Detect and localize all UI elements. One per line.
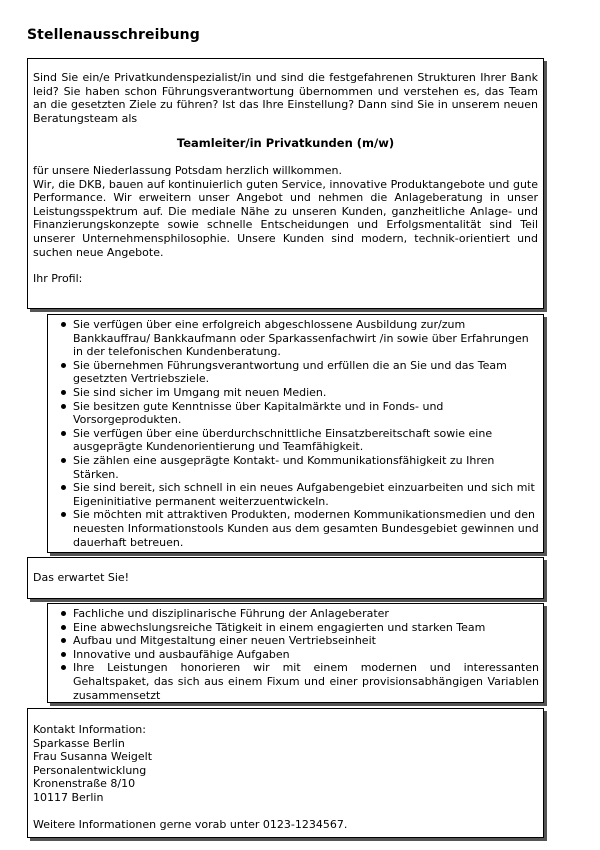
list-item: Sie sind sicher im Umgang mit neuen Medien.	[73, 386, 539, 400]
list-item: Fachliche und disziplinarische Führung der Anlageberater	[73, 607, 539, 621]
position-title: Teamleiter/in Privatkunden (m/w)	[176, 136, 395, 151]
expect-heading: Das erwartet Sie!	[33, 571, 130, 584]
list-item: Innovative und ausbaufähige Aufgaben	[73, 648, 539, 662]
contact-street: Kronenstraße 8/10	[33, 777, 136, 791]
offer-box	[47, 603, 544, 703]
list-item: Sie zählen eine ausgeprägte Kontakt- und Kommunikationsfähigkeit zu Ihren Stärken.	[73, 454, 539, 481]
contact-box	[27, 708, 544, 838]
list-item: Sie sind bereit, sich schnell in ein neues Aufgabengebiet einzuarbeiten und sich mit Eigeninitiative permanent weiterzuentwickeln.	[73, 481, 539, 508]
intro-paragraph: Sind Sie ein/e Privatkundenspezialist/in und sind die festgefahrenen Strukturen Ihrer Bank leid? Sie haben schon Führungsverantwortung übernommen und verstehen es, das Team an die gesetzten Ziele zu führen? Ist das Ihre Einstellung? Dann sind Sie in unserem neuen Beratungsteam als	[33, 71, 538, 125]
expect-box	[27, 557, 544, 599]
list-item: Eine abwechslungsreiche Tätigkeit in einem engagierten und starken Team	[73, 621, 539, 635]
spacer	[33, 805, 538, 819]
contact-heading: Kontakt Information:	[33, 723, 146, 736]
list-item: Sie verfügen über eine überdurchschnittliche Einsatzbereitschaft sowie eine ausgeprägte Kundenorientierung und Teamfähigkeit.	[73, 427, 539, 454]
spacer	[33, 259, 538, 272]
list-item: Sie verfügen über eine erfolgreich abgeschlossene Ausbildung zur/zum Bankkauffrau/ Bankkaufmann oder Sparkassenfachwirt /in sowie über Erfahrungen in der telefonischen Kundenberatung.	[73, 318, 539, 359]
contact-person: Frau Susanna Weigelt	[33, 750, 153, 764]
profile-list	[52, 318, 539, 549]
contact-department: Personalentwicklung	[33, 763, 147, 777]
page-title: Stellenausschreibung	[27, 27, 200, 43]
contact-footer: Weitere Informationen gerne vorab unter 0123-1234567.	[33, 818, 348, 832]
contact-organization: Sparkasse Berlin	[33, 736, 125, 750]
intro-box	[27, 58, 544, 309]
location-line: für unsere Niederlassung Potsdam herzlich willkommen.	[33, 163, 343, 177]
company-paragraph: Wir, die DKB, bauen auf kontinuierlich guten Service, innovative Produktangebote und gute Performance. Wir erweitern unser Angebot und nehmen die Anlageberatung in unser Leistungsspektrum auf. Die mediale Nähe zu unseren Kunden, ganzheitliche Anlage- und Finanzierungskonzepte sowie schnelle Entscheidungen und Erfolgsmentalität sind Teil unserer Unternehmensphilosophie. Unsere Kunden sind modern, technik-orientiert und suchen neue Angebote.	[33, 177, 538, 259]
list-item: Sie besitzen gute Kenntnisse über Kapitalmärkte und in Fonds- und Vorsorgeprodukten.	[73, 400, 539, 427]
profile-box	[47, 314, 544, 553]
contact-city: 10117 Berlin	[33, 790, 104, 804]
profile-heading: Ihr Profil:	[33, 272, 83, 286]
offer-list	[52, 607, 539, 702]
list-item: Sie möchten mit attraktiven Produkten, modernen Kommunikationsmedien und den neuesten Informationstools Kunden aus dem gesamten Bundesgebiet gewinnen und dauerhaft betreuen.	[73, 508, 539, 549]
list-item: Ihre Leistungen honorieren wir mit einem modernen und interessanten Gehaltspaket, das sich aus einem Fixum und einer provisionsabhängigen Variablen zusammensetzt	[73, 661, 539, 702]
list-item: Sie übernehmen Führungsverantwortung und erfüllen die an Sie und das Team gesetzten Vertriebsziele.	[73, 359, 539, 386]
list-item: Aufbau und Mitgestaltung einer neuen Vertriebseinheit	[73, 634, 539, 648]
